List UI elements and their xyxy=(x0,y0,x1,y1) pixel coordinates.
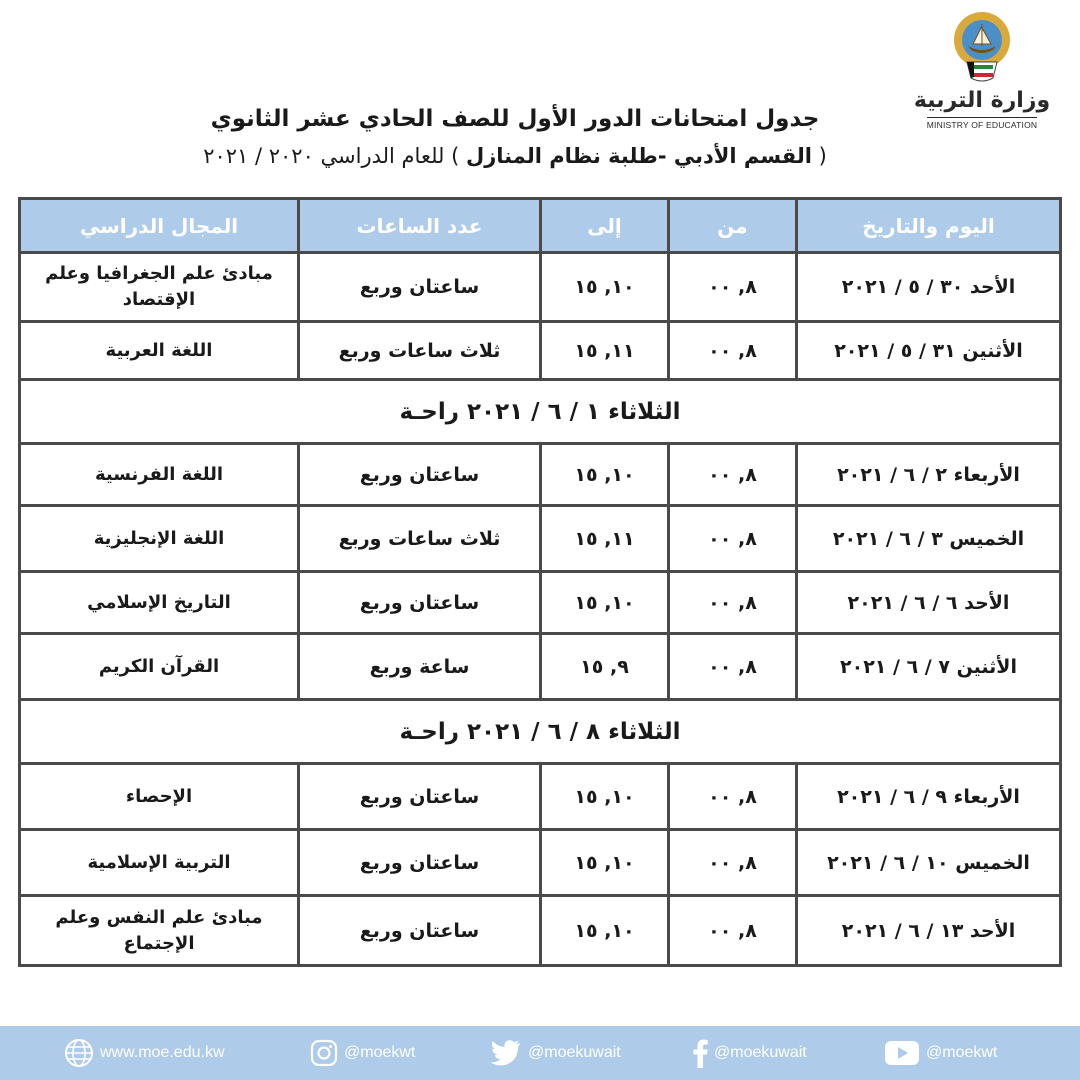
table-row xyxy=(20,764,1061,830)
to-time-cell: ١٠, ١٥ xyxy=(541,764,669,830)
title-line-1: جدول امتحانات الدور الأول للصف الحادي عشر الثانوي xyxy=(210,106,820,132)
website-text: www.moe.edu.kw xyxy=(100,1044,225,1061)
to-time-cell: ١٠, ١٥ xyxy=(541,253,669,322)
twitter-handle: @moekuwait xyxy=(528,1044,621,1061)
subject-cell: اللغة العربية xyxy=(20,322,299,380)
hours-cell: ساعة وربع xyxy=(299,634,541,700)
day-date-cell: الأثنين ٣١ / ٥ / ٢٠٢١ xyxy=(797,322,1061,380)
title-line-2-open: ( xyxy=(811,144,827,168)
table-row xyxy=(20,634,1061,700)
day-date-cell: الخميس ٣ / ٦ / ٢٠٢١ xyxy=(797,506,1061,572)
footer-twitter-link[interactable] xyxy=(490,1035,621,1071)
table-row xyxy=(20,572,1061,634)
day-date-cell: الخميس ١٠ / ٦ / ٢٠٢١ xyxy=(797,830,1061,896)
from-time-cell: ٨, ٠٠ xyxy=(669,764,797,830)
kuwait-emblem-icon xyxy=(949,10,1015,84)
subject-cell: اللغة الفرنسية xyxy=(20,444,299,506)
instagram-handle: @moekwt xyxy=(344,1044,416,1061)
table-header-row xyxy=(20,199,1061,253)
youtube-icon xyxy=(884,1040,920,1066)
footer-facebook-link[interactable] xyxy=(692,1035,807,1071)
to-time-cell: ١١, ١٥ xyxy=(541,322,669,380)
hours-cell: ساعتان وربع xyxy=(299,896,541,966)
title-line-2-section: القسم الأدبي -طلبة نظام المنازل xyxy=(465,144,812,168)
rest-day-cell: الثلاثاء ٨ / ٦ / ٢٠٢١ راحـة xyxy=(20,700,1061,764)
footer-website-link[interactable] xyxy=(64,1035,225,1071)
table-row xyxy=(20,830,1061,896)
hours-cell: ثلاث ساعات وربع xyxy=(299,322,541,380)
from-time-cell: ٨, ٠٠ xyxy=(669,253,797,322)
hours-cell: ساعتان وربع xyxy=(299,444,541,506)
to-time-cell: ١٠, ١٥ xyxy=(541,830,669,896)
hours-cell: ساعتان وربع xyxy=(299,764,541,830)
youtube-handle: @moekwt xyxy=(926,1044,998,1061)
to-time-cell: ١٠, ١٥ xyxy=(541,444,669,506)
ministry-name-en: MINISTRY OF EDUCATION xyxy=(927,117,1037,130)
table-row xyxy=(20,322,1061,380)
to-time-cell: ١١, ١٥ xyxy=(541,506,669,572)
footer-bar xyxy=(0,1026,1080,1080)
table-row xyxy=(20,253,1061,322)
from-time-cell: ٨, ٠٠ xyxy=(669,634,797,700)
day-date-cell: الأربعاء ٩ / ٦ / ٢٠٢١ xyxy=(797,764,1061,830)
subject-cell: الإحصاء xyxy=(20,764,299,830)
title-line-2-year: ) للعام الدراسي ٢٠٢٠ / ٢٠٢١ xyxy=(203,144,466,168)
rest-day-cell: الثلاثاء ١ / ٦ / ٢٠٢١ راحـة xyxy=(20,380,1061,444)
page-title xyxy=(100,100,930,174)
rest-day-row xyxy=(20,700,1061,764)
column-header-subject: المجال الدراسي xyxy=(20,199,299,253)
subject-cell: التاريخ الإسلامي xyxy=(20,572,299,634)
day-date-cell: الأحد ٣٠ / ٥ / ٢٠٢١ xyxy=(797,253,1061,322)
from-time-cell: ٨, ٠٠ xyxy=(669,322,797,380)
ministry-name-ar: وزارة التربية xyxy=(913,88,1051,113)
subject-cell: مبادئ علم النفس وعلم الإجتماع xyxy=(20,896,299,966)
globe-icon xyxy=(64,1038,94,1068)
day-date-cell: الأحد ١٣ / ٦ / ٢٠٢١ xyxy=(797,896,1061,966)
day-date-cell: الأثنين ٧ / ٦ / ٢٠٢١ xyxy=(797,634,1061,700)
from-time-cell: ٨, ٠٠ xyxy=(669,444,797,506)
day-date-cell: الأحد ٦ / ٦ / ٢٠٢١ xyxy=(797,572,1061,634)
footer-instagram-link[interactable] xyxy=(310,1035,415,1071)
exam-schedule-table xyxy=(18,197,1062,967)
column-header-day-date: اليوم والتاريخ xyxy=(797,199,1061,253)
column-header-to: إلى xyxy=(541,199,669,253)
hours-cell: ساعتان وربع xyxy=(299,572,541,634)
column-header-from: من xyxy=(669,199,797,253)
subject-cell: التربية الإسلامية xyxy=(20,830,299,896)
facebook-icon xyxy=(692,1038,708,1068)
hours-cell: ساعتان وربع xyxy=(299,253,541,322)
day-date-cell: الأربعاء ٢ / ٦ / ٢٠٢١ xyxy=(797,444,1061,506)
to-time-cell: ١٠, ١٥ xyxy=(541,896,669,966)
table-row xyxy=(20,896,1061,966)
hours-cell: ثلاث ساعات وربع xyxy=(299,506,541,572)
footer-youtube-link[interactable] xyxy=(884,1035,997,1071)
facebook-handle: @moekuwait xyxy=(714,1044,807,1061)
instagram-icon xyxy=(310,1039,338,1067)
title-line-2 xyxy=(100,138,930,174)
from-time-cell: ٨, ٠٠ xyxy=(669,896,797,966)
from-time-cell: ٨, ٠٠ xyxy=(669,506,797,572)
subject-cell: اللغة الإنجليزية xyxy=(20,506,299,572)
subject-cell: مبادئ علم الجغرافيا وعلم الإقتصاد xyxy=(20,253,299,322)
subject-cell: القرآن الكريم xyxy=(20,634,299,700)
hours-cell: ساعتان وربع xyxy=(299,830,541,896)
table-row xyxy=(20,506,1061,572)
to-time-cell: ٩, ١٥ xyxy=(541,634,669,700)
from-time-cell: ٨, ٠٠ xyxy=(669,572,797,634)
to-time-cell: ١٠, ١٥ xyxy=(541,572,669,634)
twitter-icon xyxy=(490,1039,522,1067)
column-header-hours: عدد الساعات xyxy=(299,199,541,253)
from-time-cell: ٨, ٠٠ xyxy=(669,830,797,896)
table-row xyxy=(20,444,1061,506)
rest-day-row xyxy=(20,380,1061,444)
